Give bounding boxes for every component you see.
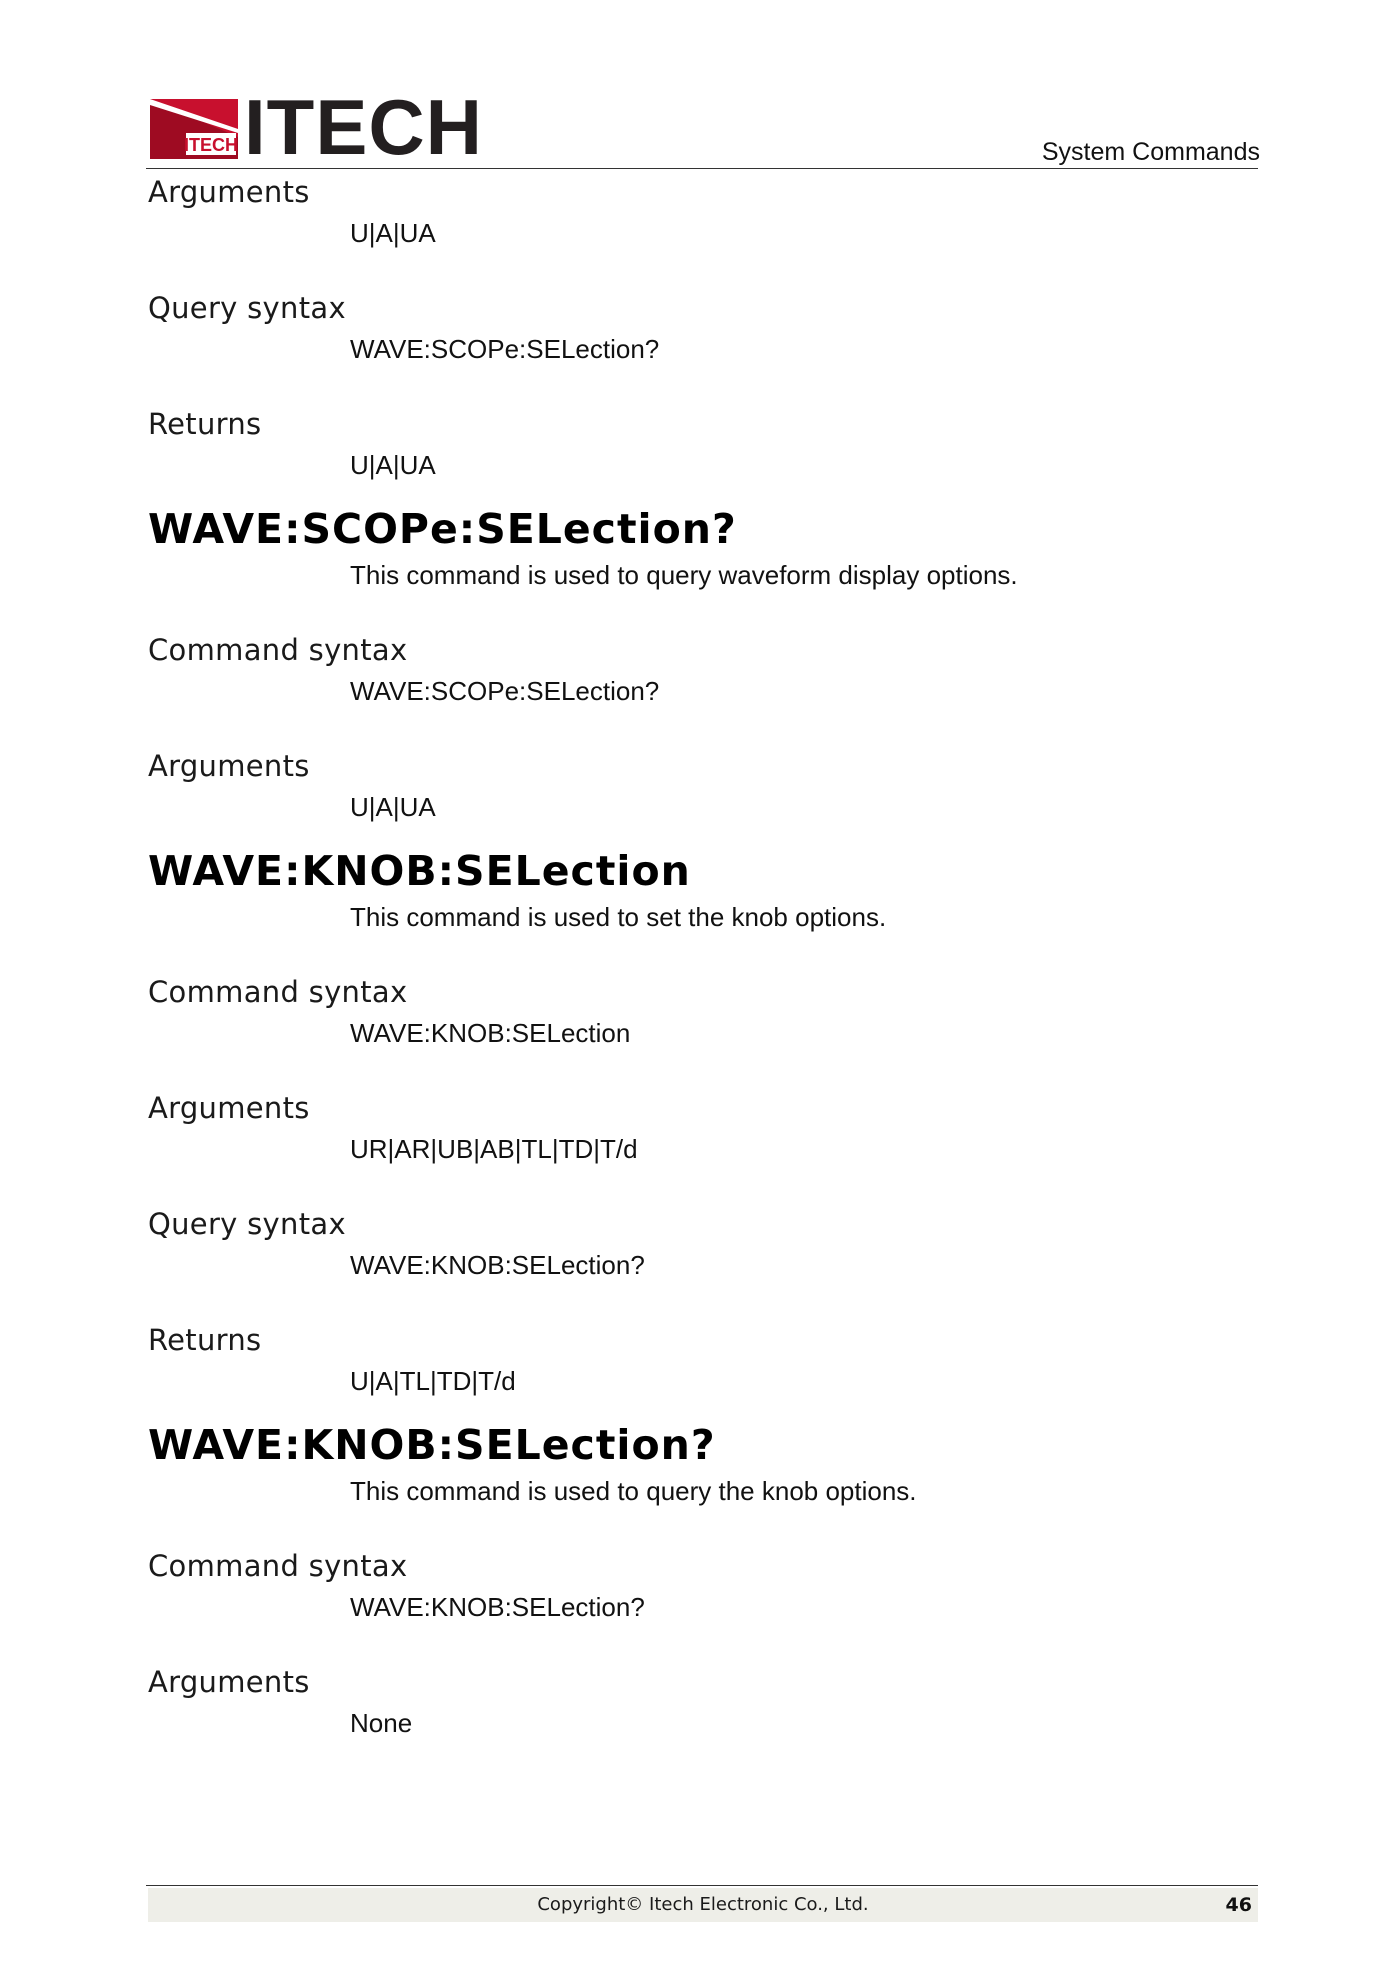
section-label: Query syntax (148, 291, 346, 325)
syntax-value: UR|AR|UB|AB|TL|TD|T/d (350, 1134, 638, 1164)
copyright-text: Copyright© Itech Electronic Co., Ltd. (537, 1894, 869, 1915)
spacer (148, 934, 1258, 970)
section-label: Arguments (148, 749, 310, 783)
command-description: This command is used to query waveform display options. (350, 560, 1018, 590)
command-heading: WAVE:KNOB:SELection (148, 847, 691, 895)
logo-text: ITECH (244, 83, 483, 171)
footer-divider (146, 1885, 1258, 1886)
spacer (148, 1050, 1258, 1086)
syntax-value: WAVE:KNOB:SELection (350, 1018, 631, 1048)
syntax-value: U|A|UA (350, 792, 436, 822)
command-heading: WAVE:SCOPe:SELection? (148, 505, 737, 553)
syntax-value: WAVE:KNOB:SELection? (350, 1250, 645, 1280)
command-heading: WAVE:KNOB:SELection? (148, 1421, 716, 1469)
page-footer (148, 1888, 1258, 1922)
section-label: Command syntax (148, 1549, 408, 1583)
syntax-value: WAVE:KNOB:SELection? (350, 1592, 645, 1622)
section-label: Command syntax (148, 633, 408, 667)
section-title: System Commands (1041, 138, 1260, 166)
section-label: Returns (148, 407, 262, 441)
page-number: 46 (1225, 1894, 1252, 1916)
section-label: Query syntax (148, 1207, 346, 1241)
section-label: Command syntax (148, 975, 408, 1009)
syntax-value: None (350, 1708, 413, 1738)
section-label: Arguments (148, 1091, 310, 1125)
section-label: Returns (148, 1323, 262, 1357)
spacer (148, 366, 1258, 402)
header-divider (146, 168, 1258, 169)
spacer (148, 1624, 1258, 1660)
command-description: This command is used to set the knob options. (350, 902, 887, 932)
itech-logo (150, 83, 483, 171)
syntax-value: WAVE:SCOPe:SELection? (350, 334, 660, 364)
section-label: Arguments (148, 175, 310, 209)
logo-mark-icon (150, 99, 238, 159)
syntax-value: U|A|UA (350, 450, 436, 480)
spacer (148, 1166, 1258, 1202)
syntax-value: WAVE:SCOPe:SELection? (350, 676, 660, 706)
spacer (148, 1508, 1258, 1544)
spacer (148, 250, 1258, 286)
spacer (148, 592, 1258, 628)
syntax-value: U|A|TL|TD|T/d (350, 1366, 516, 1396)
syntax-value: U|A|UA (350, 218, 436, 248)
document-content (148, 170, 1258, 1740)
command-description: This command is used to query the knob options. (350, 1476, 917, 1506)
section-label: Arguments (148, 1665, 310, 1699)
spacer (148, 708, 1258, 744)
spacer (148, 1282, 1258, 1318)
logo-mark-text: ITECH (184, 135, 238, 155)
